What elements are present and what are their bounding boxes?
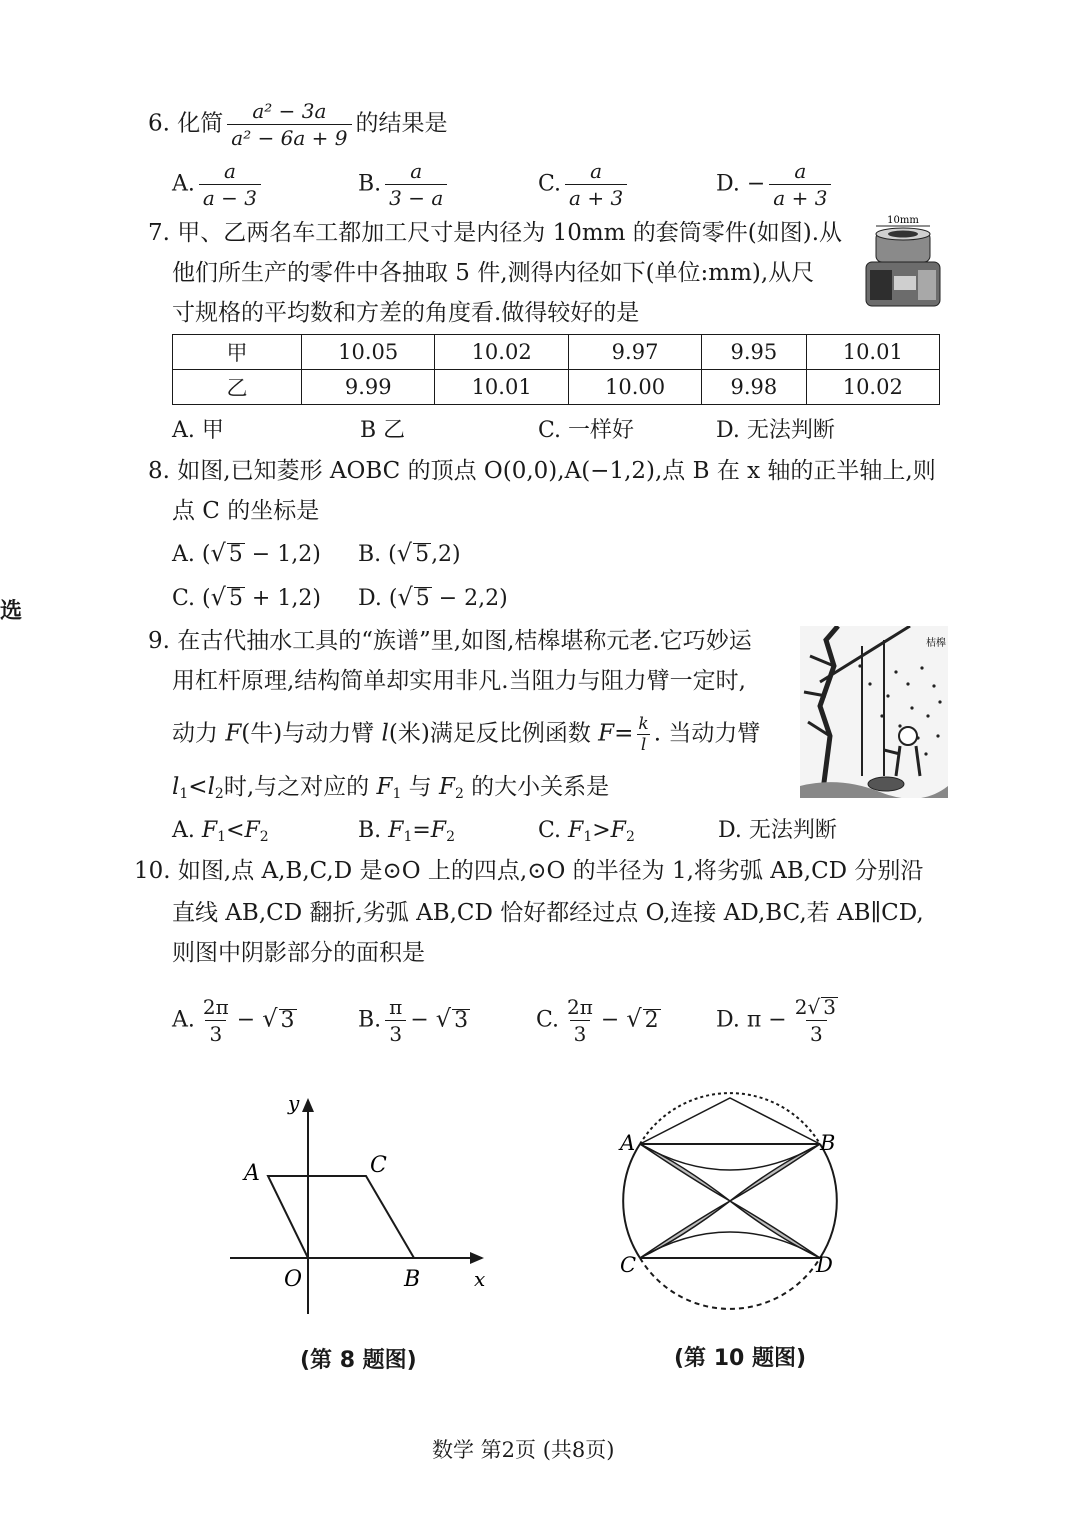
q7-option-d: D. 无法判断 xyxy=(716,418,835,443)
q6-option-d: D. − $\frac{a}{a + 3}$ xyxy=(716,160,835,209)
q6-option-c: C. $\frac{a}{a + 3}$ xyxy=(538,160,631,209)
q10-line-1: 10. 如图,点 A,B,C,D 是⊙O 上的四点,⊙O 的半径为 1,将劣弧 AB,CD 分别沿 xyxy=(134,858,924,884)
q6-option-b: B. $\frac{a}{3 - a}$ xyxy=(358,160,451,209)
q9-line-2: 用杠杆原理,结构简单却实用非凡.当阻力与阻力臂一定时, xyxy=(172,668,746,694)
y-axis-arrow-icon xyxy=(302,1098,314,1112)
q9-option-a: A. $F_1<F_2$ xyxy=(172,818,269,845)
label-x: x xyxy=(474,1267,486,1291)
figure-10-caption: (第 10 题图) xyxy=(674,1346,807,1371)
q9-line-3: 动力 F(牛)与动力臂 l(米)满足反比例函数 F= $\frac{k}{l}$ . 当动力臂 xyxy=(172,714,761,755)
q9-option-d: D. 无法判断 xyxy=(718,818,837,843)
label-c: C xyxy=(370,1153,387,1178)
q8-option-a: A. (√ 5 − 1,2) xyxy=(172,539,321,567)
q9-line-4: $l_1<l_2$时,与之对应的 $F_1$ 与 $F_2$ 的大小关系是 xyxy=(172,774,610,802)
q7-option-a: A. 甲 xyxy=(172,418,224,443)
shaded-petal xyxy=(730,1201,820,1258)
figure-8-caption: (第 8 题图) xyxy=(300,1348,417,1373)
q10-line-3: 则图中阴影部分的面积是 xyxy=(172,940,425,966)
label-o: O xyxy=(284,1267,303,1292)
q8-option-c: C. (√ 5 + 1,2) xyxy=(172,583,321,611)
label-c: C xyxy=(620,1253,637,1277)
q7-line-1: 7. 甲、乙两名车工都加工尺寸是内径为 10mm 的套筒零件(如图).从 xyxy=(148,220,843,246)
margin-mark: 选 xyxy=(0,598,23,624)
x-axis-arrow-icon xyxy=(470,1252,484,1264)
label-d: D xyxy=(816,1253,833,1277)
q10-option-d: D. π − $\frac{2√ 3}{3}$ xyxy=(716,995,836,1046)
q7-option-b: B 乙 xyxy=(360,418,406,443)
shaded-petal xyxy=(730,1144,820,1201)
q6-option-a: A. $\frac{a}{a - 3}$ xyxy=(172,160,265,209)
label-a: A xyxy=(620,1131,636,1155)
q9-option-c: C. $F_1>F_2$ xyxy=(538,818,635,845)
q6-prefix: 6. 化简 xyxy=(148,110,224,137)
q6-suffix: 的结果是 xyxy=(355,110,448,137)
label-b: B xyxy=(820,1131,836,1155)
q8-line-1: 8. 如图,已知菱形 AOBC 的顶点 O(0,0),A(−1,2),点 B 在 x 轴的正半轴上,则 xyxy=(148,458,936,484)
q8-line-2: 点 C 的坐标是 xyxy=(172,498,320,524)
shaded-petal xyxy=(640,1144,730,1201)
label-y: y xyxy=(288,1091,300,1115)
q10-option-c: C. $\frac{2\pi}{3}$ − √ 2 xyxy=(536,995,659,1046)
q10-option-b: B. $\frac{\pi}{3}$ − √ 3 xyxy=(358,995,469,1046)
q9-option-b: B. $F_1=F_2$ xyxy=(358,818,455,845)
q10-line-2: 直线 AB,CD 翻折,劣弧 AB,CD 恰好都经过点 O,连接 AD,BC,若 AB∥CD, xyxy=(172,900,924,926)
label-a: A xyxy=(244,1161,260,1186)
table-row: 甲 10.05 10.02 9.97 9.95 10.01 xyxy=(173,335,940,370)
q6-fraction: $\frac{\text{a² − 3a}}{\text{a² − 6a + 9}}$ xyxy=(227,100,351,149)
q9-line-1: 9. 在古代抽水工具的“族谱”里,如图,桔槔堪称元老.它巧妙运 xyxy=(148,628,752,654)
rhombus-aobc xyxy=(268,1176,414,1258)
socket-size-label: 10mm xyxy=(887,215,919,226)
q7-data-table xyxy=(172,334,940,405)
shaded-petal xyxy=(640,1201,730,1258)
shadoof-illustration xyxy=(800,626,948,798)
figure-10-circle xyxy=(610,1086,850,1316)
figure-8-rhombus xyxy=(220,1086,500,1326)
q10-option-a: A. $\frac{2\pi}{3}$ − √ 3 xyxy=(172,995,295,1046)
q8-option-b: B. (√ 5,2) xyxy=(358,539,461,567)
q7-line-2: 他们所生产的零件中各抽取 5 件,测得内径如下(单位:mm),从尺 xyxy=(172,260,815,286)
q7-line-3: 寸规格的平均数和方差的角度看.做得较好的是 xyxy=(172,300,640,326)
q7-option-c: C. 一样好 xyxy=(538,418,635,443)
socket-part-image xyxy=(862,214,944,314)
page-footer: 数学 第2页 (共8页) xyxy=(432,1438,615,1462)
q8-option-d: D. (√ 5 − 2,2) xyxy=(358,583,508,611)
label-b: B xyxy=(404,1267,421,1292)
table-row: 乙 9.99 10.01 10.00 9.98 10.02 xyxy=(173,370,940,405)
shadoof-label: 桔槔 xyxy=(926,638,946,649)
